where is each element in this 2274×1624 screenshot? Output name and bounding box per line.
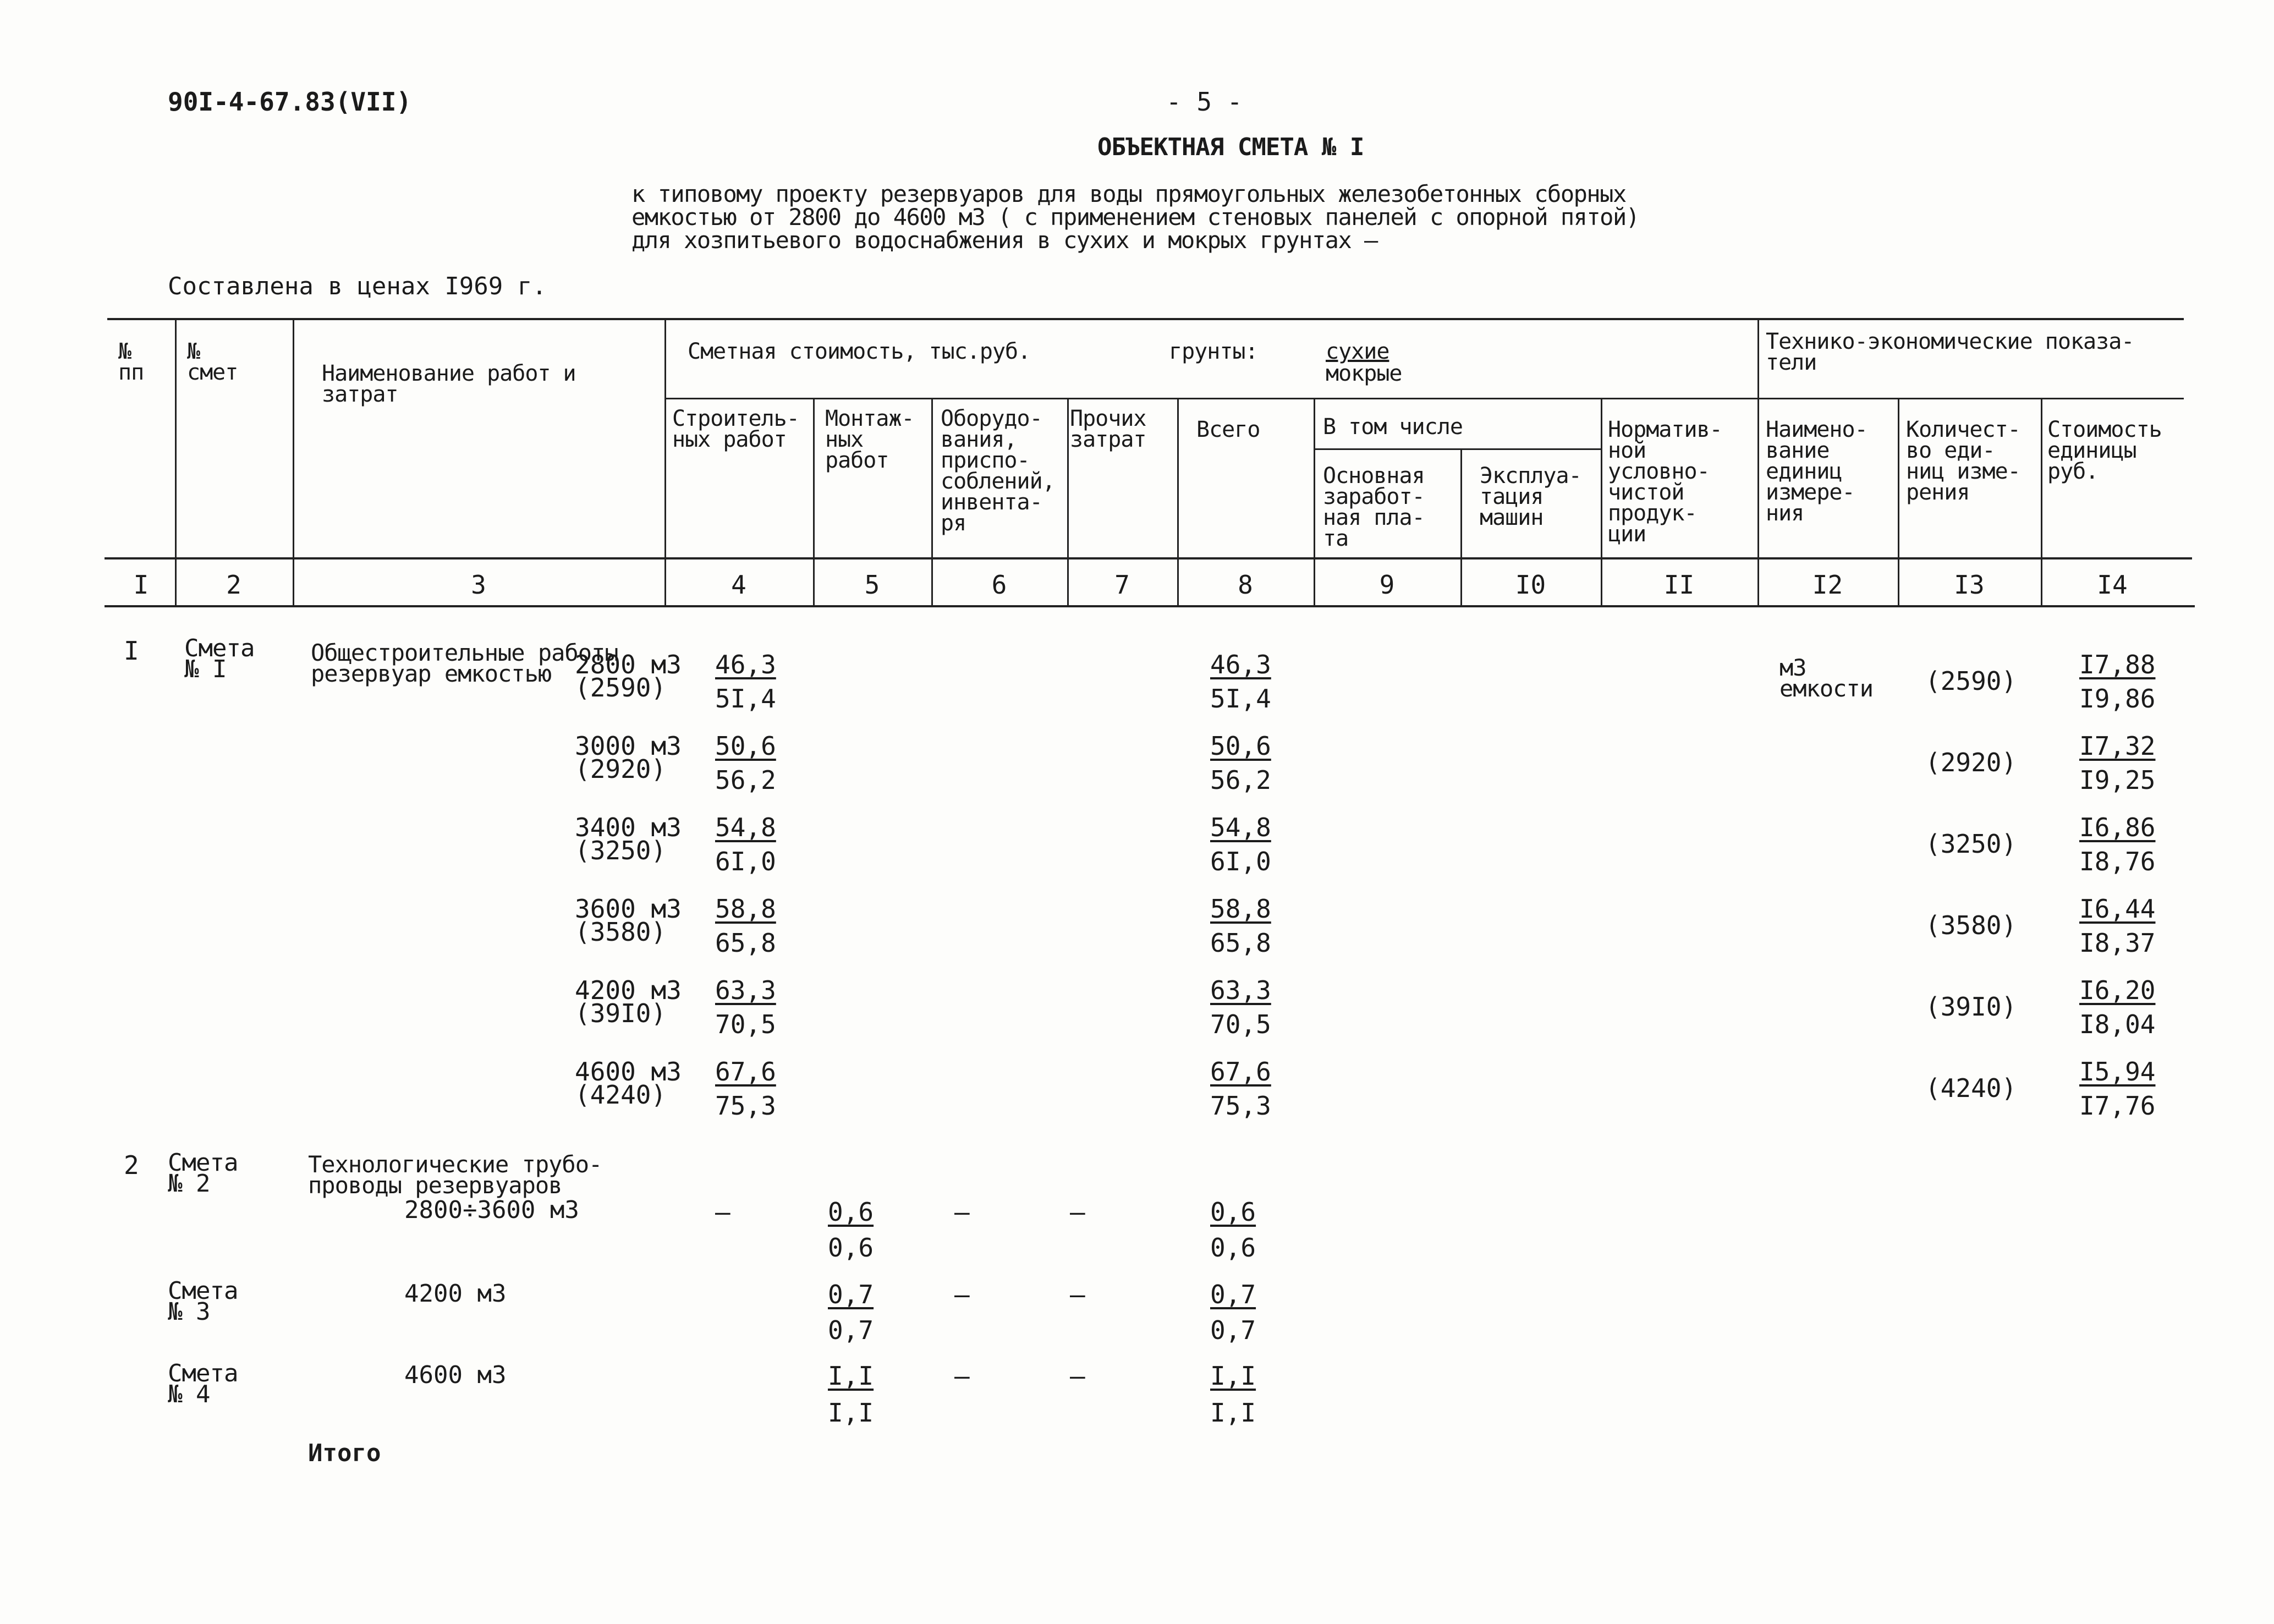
col-number: 7	[1114, 570, 1130, 600]
capacity: 3400 м3	[575, 813, 682, 842]
col-number: 9	[1379, 570, 1395, 600]
cell-col4-dry: 67,6	[715, 1057, 776, 1087]
in-that-line	[1315, 448, 1601, 450]
col-number: 2	[226, 570, 241, 600]
total-label: Итого	[308, 1439, 381, 1467]
cell-col4-dry: 63,3	[715, 975, 776, 1005]
cell-col8-wet: 5I,4	[1210, 684, 1271, 714]
cell-col8-wet: 6I,0	[1210, 847, 1271, 876]
cell-col8-wet: 0,6	[1210, 1233, 1256, 1263]
dash-col4: –	[715, 1197, 730, 1227]
col-number: I2	[1812, 570, 1843, 600]
capacity-net: (2590)	[575, 673, 667, 703]
cell-col14-wet: I9,86	[2079, 684, 2156, 714]
cell-col8-wet: 70,5	[1210, 1009, 1271, 1039]
cell-col4-wet: 56,2	[715, 765, 776, 795]
col-number: I0	[1515, 570, 1546, 600]
prices-note: Составлена в ценах I969 г.	[168, 272, 547, 300]
document-code: 90I-4-67.83(VII)	[168, 87, 412, 117]
tech-subheader-line	[1757, 398, 2184, 399]
cell-col8-dry: I,I	[1210, 1361, 1256, 1391]
cell-col5-wet: 0,6	[828, 1233, 874, 1263]
capacity-net: (39I0)	[575, 998, 667, 1028]
capacity: 4600 м3	[404, 1361, 507, 1389]
col-number: 3	[471, 570, 486, 600]
cell-col13: (2920)	[1925, 748, 2017, 777]
cell-col4-dry: 58,8	[715, 894, 776, 924]
header-soil-dry: сухие	[1326, 339, 1389, 364]
col-number: I	[133, 570, 149, 600]
cell-col14-dry: I6,86	[2079, 813, 2156, 842]
smeta-label: Смета № 4	[168, 1359, 238, 1408]
cell-col8-dry: 46,3	[1210, 650, 1271, 679]
cell-col5-wet: 0,7	[828, 1315, 874, 1345]
table-top-border	[107, 318, 2184, 320]
cell-col8-wet: 0,7	[1210, 1315, 1256, 1345]
col-numbers-bottom-border	[105, 605, 2195, 607]
cell-col14-wet: I9,25	[2079, 765, 2156, 795]
capacity-net: (4240)	[575, 1080, 667, 1110]
header-col9: Основная заработ- ная пла- та	[1323, 463, 1425, 551]
dash-col6: –	[954, 1280, 970, 1309]
vline-1	[175, 318, 177, 605]
row-number: 2	[124, 1150, 139, 1180]
cell-col5-dry: I,I	[828, 1361, 874, 1391]
cell-col5-dry: 0,7	[828, 1280, 874, 1309]
header-col8: Всего	[1196, 417, 1260, 442]
header-tech-group: Технико-экономические показа- тели	[1766, 329, 2134, 375]
header-col2: № смет	[187, 339, 238, 385]
col-number: I3	[1954, 570, 1985, 600]
cell-col4-wet: 5I,4	[715, 684, 776, 714]
capacity: 4200 м3	[575, 975, 682, 1005]
cell-col14-wet: I7,76	[2079, 1091, 2156, 1121]
cell-col4-dry: 50,6	[715, 731, 776, 761]
smeta-label: Смета № 2	[168, 1149, 238, 1198]
cell-col8-wet: I,I	[1210, 1398, 1256, 1428]
vline-11	[1757, 318, 1759, 605]
cell-col14-dry: I6,20	[2079, 975, 2156, 1005]
cell-col8-wet: 56,2	[1210, 765, 1271, 795]
capacity: 2800÷3600 м3	[404, 1196, 579, 1224]
header-col1: № пп	[118, 339, 144, 385]
cell-col8-dry: 54,8	[1210, 813, 1271, 842]
cell-col13: (3580)	[1925, 910, 2017, 940]
header-soil-label: грунты:	[1169, 339, 1258, 364]
cell-col14-dry: I6,44	[2079, 894, 2156, 924]
cell-col13: (39I0)	[1925, 992, 2017, 1022]
cell-col13: (3250)	[1925, 829, 2017, 859]
col-number: I4	[2097, 570, 2128, 600]
cell-col4-wet: 75,3	[715, 1091, 776, 1121]
header-col6: Оборудо- вания, приспо- соблений, инвента- ря	[941, 406, 1055, 536]
vline-3	[664, 318, 666, 605]
row-number: I	[124, 636, 139, 666]
col-number: 5	[864, 570, 880, 600]
capacity: 4600 м3	[575, 1057, 682, 1087]
capacity: 3000 м3	[575, 731, 682, 761]
cell-col4-dry: 54,8	[715, 813, 776, 842]
capacity-net: (3250)	[575, 836, 667, 865]
dash-col6: –	[954, 1361, 970, 1391]
capacity-net: (2920)	[575, 754, 667, 784]
cell-col4-wet: 70,5	[715, 1009, 776, 1039]
cell-col8-dry: 50,6	[1210, 731, 1271, 761]
header-in-that: В том числе	[1323, 414, 1463, 440]
cell-col14-wet: I8,37	[2079, 928, 2156, 958]
header-bottom-border	[105, 557, 2192, 559]
col-number: II	[1663, 570, 1695, 600]
cell-col4-wet: 65,8	[715, 928, 776, 958]
header-col4: Строитель- ных работ	[672, 406, 799, 452]
header-col14: Стоимость единицы руб.	[2047, 417, 2162, 484]
capacity: 2800 м3	[575, 650, 682, 679]
subtitle-line-2: емкостью от 2800 до 4600 м3 ( с применением стеновых панелей с опорной пятой)	[631, 204, 1639, 231]
dash-col7: –	[1070, 1197, 1085, 1227]
col-number: 8	[1238, 570, 1253, 600]
cell-col14-dry: I5,94	[2079, 1057, 2156, 1087]
header-col10: Эксплуа- тация машин	[1480, 463, 1581, 530]
dash-col6: –	[954, 1197, 970, 1227]
cell-col8-wet: 75,3	[1210, 1091, 1271, 1121]
header-soil-wet: мокрые	[1326, 361, 1402, 386]
cell-col14-wet: I8,76	[2079, 847, 2156, 876]
header-col12: Наимено- вание единиц измере- ния	[1766, 417, 1867, 526]
header-col5: Монтаж- ных работ	[825, 406, 914, 473]
header-col3: Наименование работ и затрат	[322, 361, 576, 407]
capacity: 4200 м3	[404, 1280, 507, 1308]
cell-col8-dry: 67,6	[1210, 1057, 1271, 1087]
capacity-net: (3580)	[575, 917, 667, 947]
cell-col8-dry: 58,8	[1210, 894, 1271, 924]
vline-2	[293, 318, 294, 605]
work-name: Общестроительные работы резервуар емкостью	[311, 639, 618, 687]
cell-col5-wet: I,I	[828, 1398, 874, 1428]
cell-col8-dry: 0,6	[1210, 1197, 1256, 1227]
smeta-label: Смета № I	[184, 634, 255, 683]
cell-col8-dry: 0,7	[1210, 1280, 1256, 1309]
cell-col4-wet: 6I,0	[715, 847, 776, 876]
subtitle-line-1: к типовому проекту резервуаров для воды прямоугольных железобетонных сборных	[631, 180, 1626, 207]
cell-col8-dry: 63,3	[1210, 975, 1271, 1005]
header-col7: Прочих затрат	[1070, 406, 1146, 452]
header-cost-group: Сметная стоимость, тыс.руб.	[688, 339, 1031, 364]
subtitle-line-3: для хозпитьевого водоснабжения в сухих и мокрых грунтах –	[631, 227, 1377, 254]
unit-name: м3 емкости	[1779, 654, 1874, 702]
page-title: ОБЪЕКТНАЯ СМЕТА № I	[1097, 133, 1364, 161]
header-col11: Норматив- ной условно- чистой продук- ции	[1608, 417, 1722, 547]
col-number: 6	[991, 570, 1007, 600]
cell-col5-dry: 0,6	[828, 1197, 874, 1227]
capacity: 3600 м3	[575, 894, 682, 924]
header-col13: Количест- во еди- ниц изме- рения	[1906, 417, 2020, 505]
cost-subheader-line	[664, 398, 1765, 399]
col-number: 4	[731, 570, 746, 600]
cell-col4-dry: 46,3	[715, 650, 776, 679]
cell-col14-wet: I8,04	[2079, 1009, 2156, 1039]
page-number: - 5 -	[1166, 87, 1243, 117]
dash-col7: –	[1070, 1280, 1085, 1309]
cell-col14-dry: I7,32	[2079, 731, 2156, 761]
dash-col7: –	[1070, 1361, 1085, 1391]
cell-col13: (4240)	[1925, 1073, 2017, 1103]
cell-col13: (2590)	[1925, 666, 2017, 696]
cell-col14-dry: I7,88	[2079, 650, 2156, 679]
cell-col8-wet: 65,8	[1210, 928, 1271, 958]
smeta-label: Смета № 3	[168, 1277, 238, 1326]
work-name: Технологические трубо- проводы резервуаров	[308, 1151, 602, 1199]
